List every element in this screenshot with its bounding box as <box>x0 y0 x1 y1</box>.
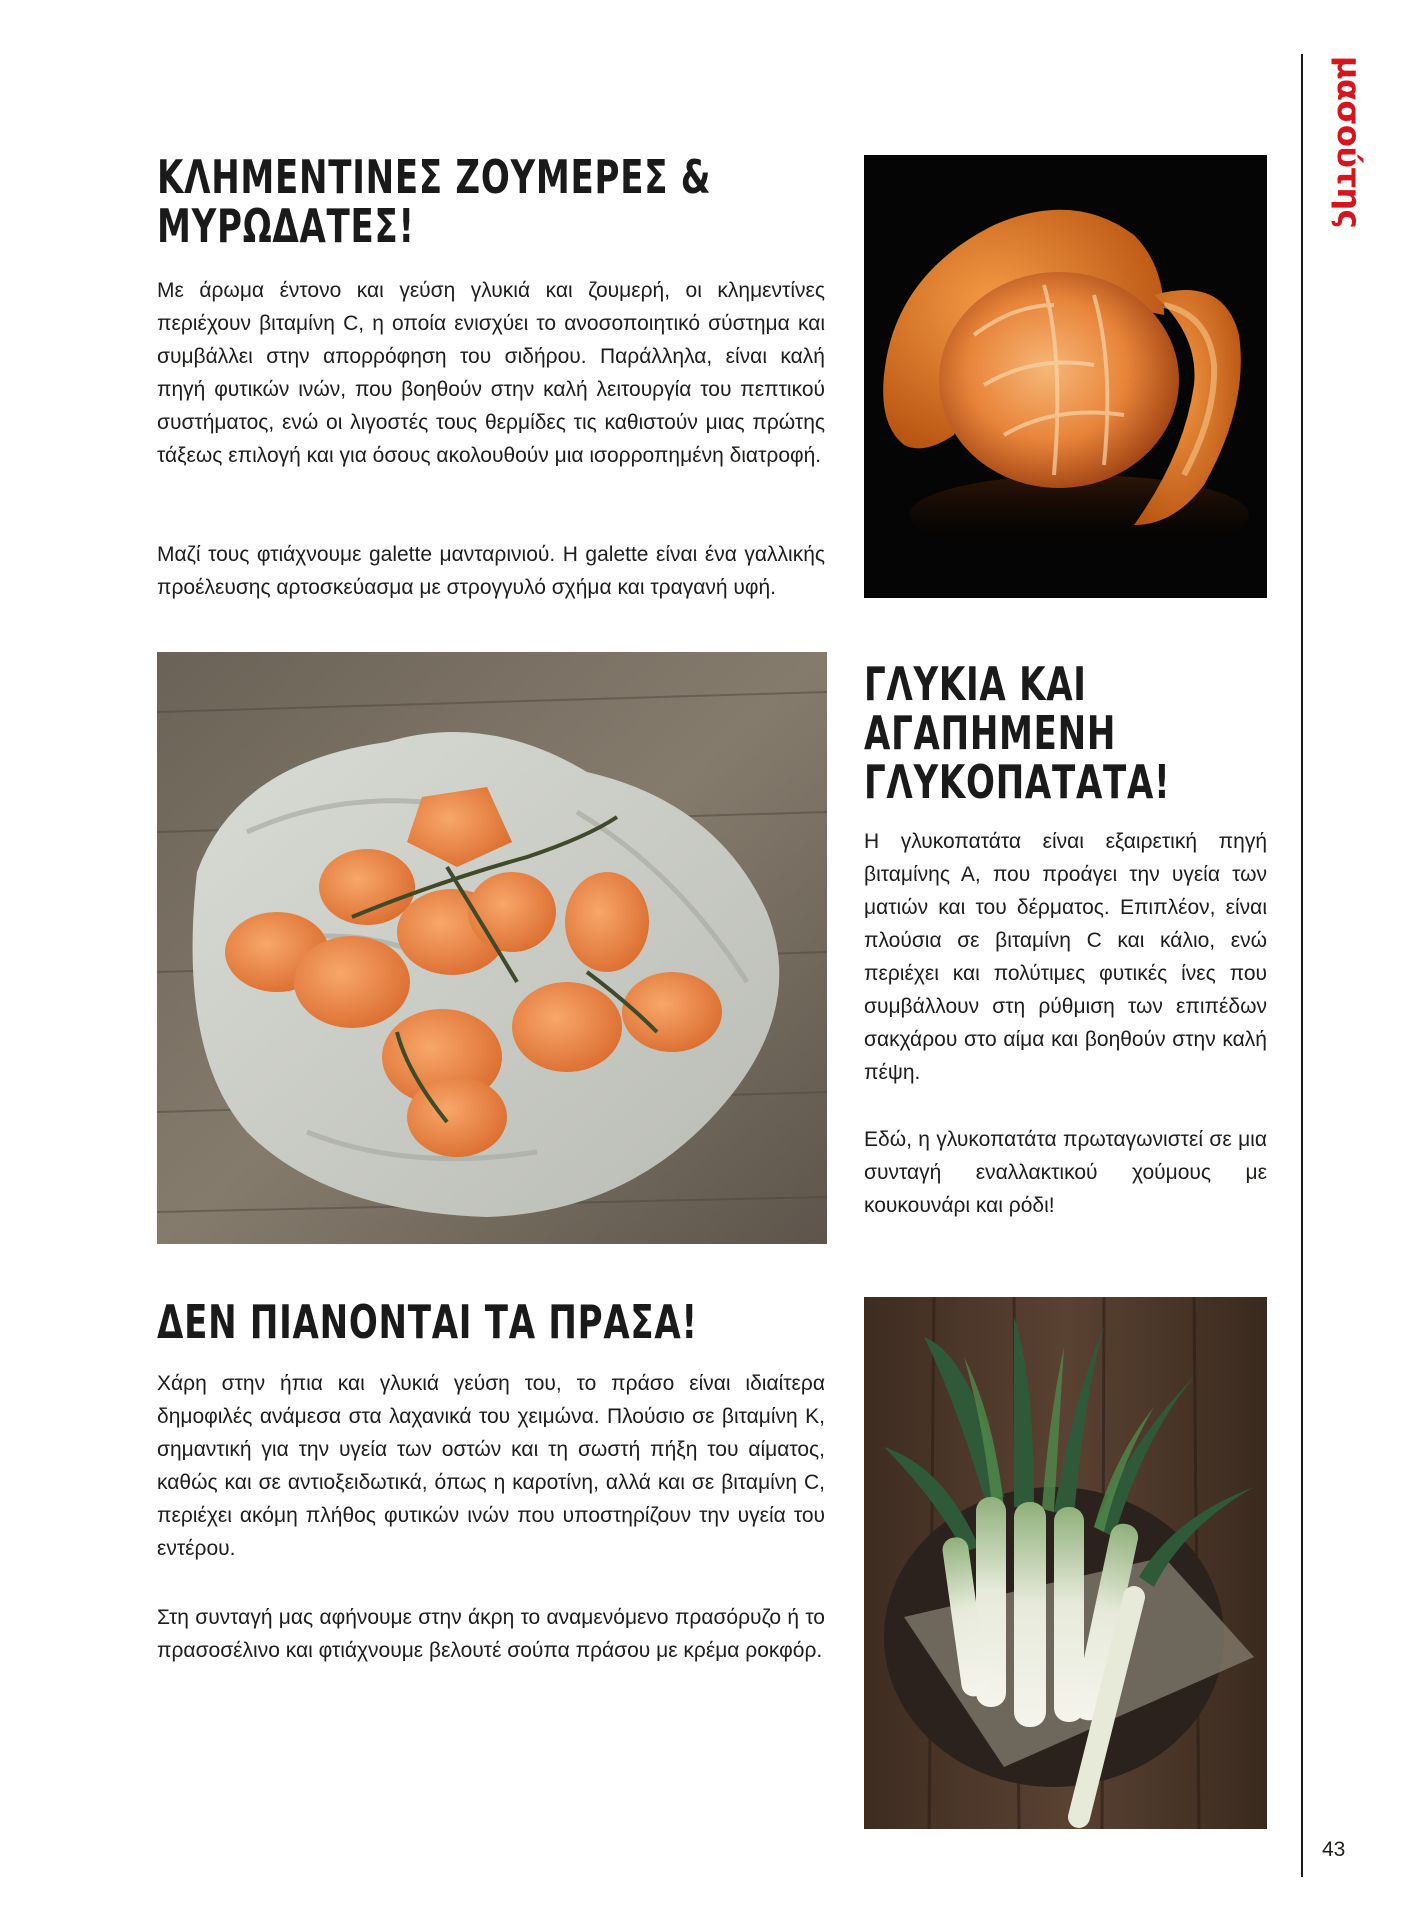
clementine-paragraph-2: Μαζί τους φτιάχνουμε galette μανταρινιού. Η galette είναι ένα γαλλικής προέλευσης αρτοσκεύασμα με στρογγυλό σχήμα και τραγανή υφή. <box>157 543 825 599</box>
clementine-paragraph-1: Με άρωμα έντονο και γεύση γλυκιά και ζουμερή, οι κλημεντίνες περιέχουν βιταμίνη C, η οποία ενισχύει το ανοσοποιητικό σύστημα και συμβάλλει στην απορρόφηση του σιδήρου. Παράλληλα, είναι καλή πηγή φυτικών ινών, που βοηθούν στην καλή λειτουργία του πεπτικού συστήματος, ενώ οι λιγοστές τους θερμίδες τις καθιστούν μιας πρώτης τάξεως επιλογή και για όσους ακολουθούν μια ισορροπημένη διατροφή. <box>157 279 825 467</box>
sweet-potato-paragraph-2: Εδώ, η γλυκοπατάτα πρωταγωνιστεί σε μια συνταγή εναλλακτικού χούμους με κουκουνάρι και ρόδι! <box>864 1128 1267 1217</box>
clementine-heading: ΚΛΗΜΕΝΤΙΝΕΣ ΖΟΥΜΕΡΕΣ & ΜΥΡΩΔΑΤΕΣ! <box>157 150 712 253</box>
page-number: 43 <box>1322 1838 1346 1861</box>
brand-logo <box>1320 55 1378 230</box>
leeks-paragraph-1: Χάρη στην ήπια και γλυκιά γεύση του, το πράσο είναι ιδιαίτερα δημοφιλές ανάμεσα στα λαχανικά του χειμώνα. Πλούσιο σε βιταμίνη Κ, σημαντική για την υγεία των οστών και τη σωστή πήξη του αίματος, καθώς και σε αντιοξειδωτικά, όπως η καροτίνη, αλλά και σε βιταμίνη C, περιέχει ακόμη πλήθος φυτικών ινών που υποστηρίζουν την υγεία του εντέρου. <box>157 1372 825 1560</box>
leeks-photo <box>864 1297 1267 1829</box>
peeled-clementine-photo <box>864 155 1267 598</box>
leeks-heading: ΔΕΝ ΠΙΑΝΟΝΤΑΙ ΤΑ ΠΡΑΣΑ! <box>157 1295 698 1349</box>
sweet-potato-paragraph-1: Η γλυκοπατάτα είναι εξαιρετική πηγή βιταμίνης Α, που προάγει την υγεία των ματιών και του δέρματος. Επιπλέον, είναι πλούσια σε βιταμίνη C και κάλιο, ενώ περιέχει και πολύτιμες φυτικές ίνες που συμβάλλουν στη ρύθμιση των επιπέδων σακχάρου στο αίμα και βοηθούν στην καλή πέψη. <box>864 830 1267 1084</box>
sweet-potato-heading: ΓΛΥΚΙΑ ΚΑΙ ΑΓΑΠΗΜΕΝΗ ΓΛΥΚΟΠΑΤΑΤΑ! <box>864 657 1171 809</box>
vertical-divider <box>1301 54 1303 1877</box>
sweet-potato-photo <box>157 652 827 1244</box>
brand-name: μασούτης <box>1330 55 1368 229</box>
leeks-paragraph-2: Στη συνταγή μας αφήνουμε στην άκρη το αναμενόμενο πρασόρυζο ή το πρασοσέλινο και φτιάχνουμε βελουτέ σούπα πράσου με κρέμα ροκφόρ. <box>157 1606 825 1662</box>
